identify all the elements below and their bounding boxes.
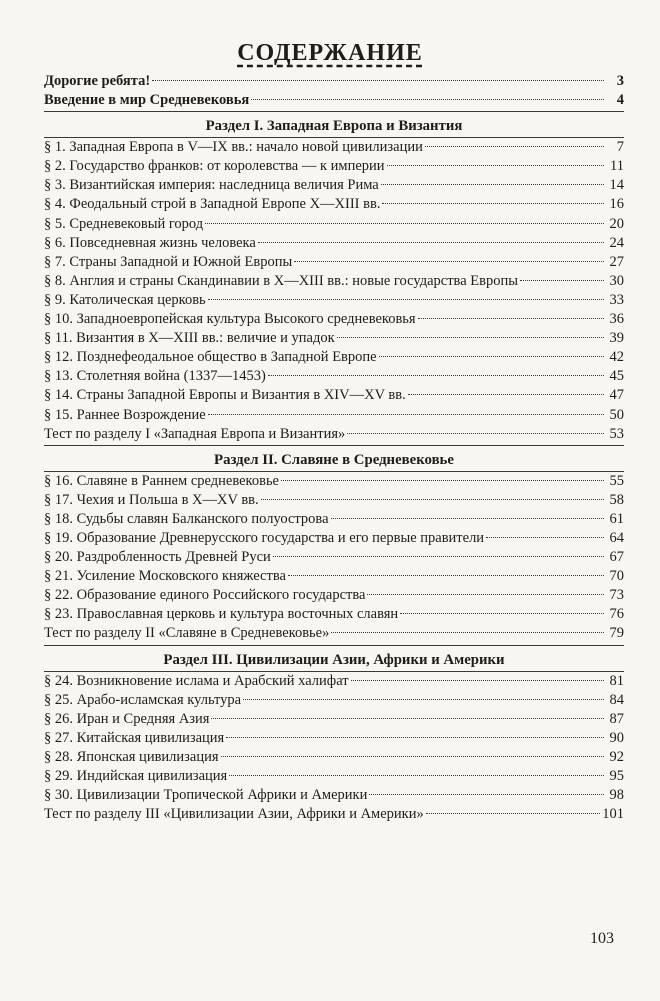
dot-leader — [208, 299, 604, 300]
toc-entry — [44, 624, 624, 643]
entry-label: § 28. Японская цивилизация — [44, 748, 219, 765]
entry-label: § 16. Славяне в Раннем средневековье — [44, 472, 279, 489]
entry-page: 47 — [609, 387, 624, 404]
toc-entry — [44, 805, 624, 824]
entry-page: 58 — [609, 491, 624, 508]
dot-leader — [208, 414, 604, 415]
toc-entry — [44, 425, 624, 444]
entry-label: Тест по разделу III «Цивилизации Азии, Африки и Америки» — [44, 806, 424, 823]
entry-page: 14 — [609, 177, 624, 194]
entry-page: 79 — [609, 625, 624, 642]
toc-entry — [44, 234, 624, 253]
dot-leader — [367, 594, 604, 595]
toc-entry — [44, 729, 624, 748]
toc-entry — [44, 586, 624, 605]
entry-label: § 5. Средневековый город — [44, 215, 204, 232]
entry-label: Введение в мир Средневековья — [44, 92, 250, 109]
dot-leader — [425, 146, 604, 147]
toc-entry — [44, 529, 624, 548]
dot-leader — [281, 480, 604, 481]
toc-entry — [44, 348, 624, 367]
toc-entry — [44, 491, 624, 510]
dot-leader — [486, 537, 604, 538]
dot-leader — [331, 632, 604, 633]
entry-page: 4 — [616, 92, 624, 109]
entry-label: § 7. Страны Западной и Южной Европы — [44, 253, 293, 270]
entry-label: § 25. Арабо-исламская культура — [44, 691, 242, 708]
toc-entry — [44, 691, 624, 710]
entry-label: § 12. Позднефеодальное общество в Западной Европе — [44, 349, 377, 366]
toc-entry — [44, 138, 624, 157]
entry-page: 30 — [609, 272, 624, 289]
page-number: 103 — [590, 930, 614, 947]
toc-entry — [44, 406, 624, 425]
toc-entry — [44, 195, 624, 214]
dot-leader — [258, 242, 604, 243]
toc-entry — [44, 329, 624, 348]
entry-label: § 23. Православная церковь и культура восточных славян — [44, 606, 399, 623]
toc-entry — [44, 157, 624, 176]
dot-leader — [337, 337, 604, 338]
entry-page: 70 — [609, 568, 624, 585]
toc-entry — [44, 767, 624, 786]
entry-page: 87 — [609, 710, 624, 727]
entry-label: § 4. Феодальный строй в Западной Европе X—XIII вв. — [44, 196, 381, 213]
dot-leader — [221, 756, 604, 757]
entry-page: 84 — [609, 691, 624, 708]
entry-label: § 10. Западноевропейская культура Высокого средневековья — [44, 311, 416, 328]
entry-label: § 22. Образование единого Российского государства — [44, 587, 366, 604]
dot-leader — [331, 518, 604, 519]
entry-page: 73 — [609, 587, 624, 604]
entry-label: Тест по разделу II «Славяне в Средневековье» — [44, 625, 330, 642]
entry-label: § 9. Католическая церковь — [44, 291, 206, 308]
dot-leader — [205, 223, 604, 224]
entry-page: 90 — [609, 729, 624, 746]
toc-entry — [44, 176, 624, 195]
entry-label: § 24. Возникновение ислама и Арабский халифат — [44, 672, 349, 689]
toc-entry — [44, 510, 624, 529]
entry-page: 36 — [609, 311, 624, 328]
dot-leader — [418, 318, 604, 319]
entry-page: 76 — [609, 606, 624, 623]
entry-page: 7 — [616, 139, 624, 156]
dot-leader — [369, 794, 604, 795]
toc-entry — [44, 748, 624, 767]
entry-label: § 29. Индийская цивилизация — [44, 768, 228, 784]
entry-page: 45 — [609, 368, 624, 385]
entry-label: § 11. Византия в X—XIII вв.: величие и упадок — [44, 330, 335, 347]
dot-leader — [251, 99, 604, 100]
dot-leader — [229, 775, 604, 776]
entry-page: 27 — [609, 253, 624, 270]
entry-page: 16 — [609, 196, 624, 213]
entry-label: § 30. Цивилизации Тропической Африки и Америки — [44, 787, 368, 804]
dot-leader — [387, 165, 604, 166]
toc-entry — [44, 253, 624, 272]
entry-label: Тест по разделу I «Западная Европа и Византия» — [44, 425, 346, 442]
entry-label: § 21. Усиление Московского княжества — [44, 568, 286, 585]
entry-label: Дорогие ребята! — [44, 73, 151, 89]
entry-page: 61 — [609, 510, 624, 527]
entry-label: § 20. Раздробленность Древней Руси — [44, 549, 271, 566]
dot-leader — [382, 203, 604, 204]
dot-leader — [379, 356, 604, 357]
entry-label: § 3. Византийская империя: наследница величия Рима — [44, 177, 379, 194]
entry-page: 33 — [609, 291, 624, 308]
toc-entry — [44, 367, 624, 386]
toc-entry — [44, 215, 624, 234]
toc-entry — [44, 472, 624, 491]
entry-page: 67 — [609, 549, 624, 566]
dot-leader — [408, 394, 604, 395]
toc-sections — [44, 111, 624, 824]
entry-label: § 27. Китайская цивилизация — [44, 729, 225, 746]
entry-page: 42 — [609, 349, 624, 366]
dot-leader — [268, 375, 604, 376]
entry-page: 50 — [609, 406, 624, 423]
entry-label: § 8. Англия и страны Скандинавии в X—XIII вв.: новые государства Европы — [44, 272, 518, 289]
toc-entry — [44, 291, 624, 310]
entry-page: 55 — [609, 472, 624, 489]
dot-leader — [152, 80, 604, 81]
entry-label: § 2. Государство франков: от королевства — к империи — [44, 158, 385, 175]
toc-entry-intro-1 — [44, 72, 624, 91]
entry-label: § 18. Судьбы славян Балканского полуострова — [44, 510, 329, 527]
entry-label: § 26. Иран и Средняя Азия — [44, 710, 210, 727]
entry-page: 64 — [609, 529, 624, 546]
dot-leader — [273, 556, 604, 557]
toc-entry — [44, 386, 624, 405]
entry-page: 95 — [609, 768, 624, 784]
dot-leader — [211, 718, 604, 719]
dot-leader — [351, 680, 604, 681]
entry-label: § 19. Образование Древнерусского государства и его первые правители — [44, 529, 485, 546]
toc-entry — [44, 567, 624, 586]
entry-page: 24 — [609, 234, 624, 251]
dot-leader — [347, 433, 604, 434]
toc-entry — [44, 548, 624, 567]
toc-entry — [44, 605, 624, 624]
section-heading: Раздел III. Цивилизации Азии, Африки и Америки — [163, 651, 505, 668]
table-of-contents — [44, 72, 624, 824]
entry-page: 3 — [616, 73, 624, 89]
entry-label: § 6. Повседневная жизнь человека — [44, 234, 256, 251]
section-heading: Раздел I. Западная Европа и Византия — [205, 118, 463, 135]
dot-leader — [294, 261, 604, 262]
entry-page: 20 — [609, 215, 624, 232]
dot-leader — [426, 813, 601, 814]
dot-leader — [261, 499, 604, 500]
entry-label: § 15. Раннее Возрождение — [44, 406, 206, 423]
toc-entry — [44, 672, 624, 691]
entry-page: 92 — [609, 748, 624, 765]
section-heading: Раздел II. Славяне в Средневековье — [214, 451, 454, 468]
dot-leader — [520, 280, 604, 281]
entry-label: § 13. Столетняя война (1337—1453) — [44, 368, 266, 385]
toc-entry — [44, 272, 624, 291]
toc-entry — [44, 710, 624, 729]
entry-label: § 1. Западная Европа в V—IX вв.: начало новой цивилизации — [44, 139, 423, 156]
entry-page: 11 — [610, 158, 624, 175]
dot-leader — [243, 699, 604, 700]
toc-entry — [44, 786, 624, 805]
entry-page: 53 — [609, 425, 624, 442]
entry-page: 98 — [609, 787, 624, 804]
toc-entry-intro-2 — [44, 91, 624, 110]
toc-entry — [44, 310, 624, 329]
dot-leader — [381, 184, 604, 185]
dot-leader — [226, 737, 604, 738]
entry-page: 39 — [609, 330, 624, 347]
dot-leader — [400, 613, 604, 614]
entry-page: 81 — [609, 672, 624, 689]
dot-leader — [288, 575, 604, 576]
page-title: СОДЕРЖАНИЕ — [237, 40, 423, 66]
entry-page: 101 — [602, 806, 624, 823]
entry-label: § 14. Страны Западной Европы и Византия в XIV—XV вв. — [44, 387, 406, 404]
entry-label: § 17. Чехия и Польша в X—XV вв. — [44, 491, 259, 508]
